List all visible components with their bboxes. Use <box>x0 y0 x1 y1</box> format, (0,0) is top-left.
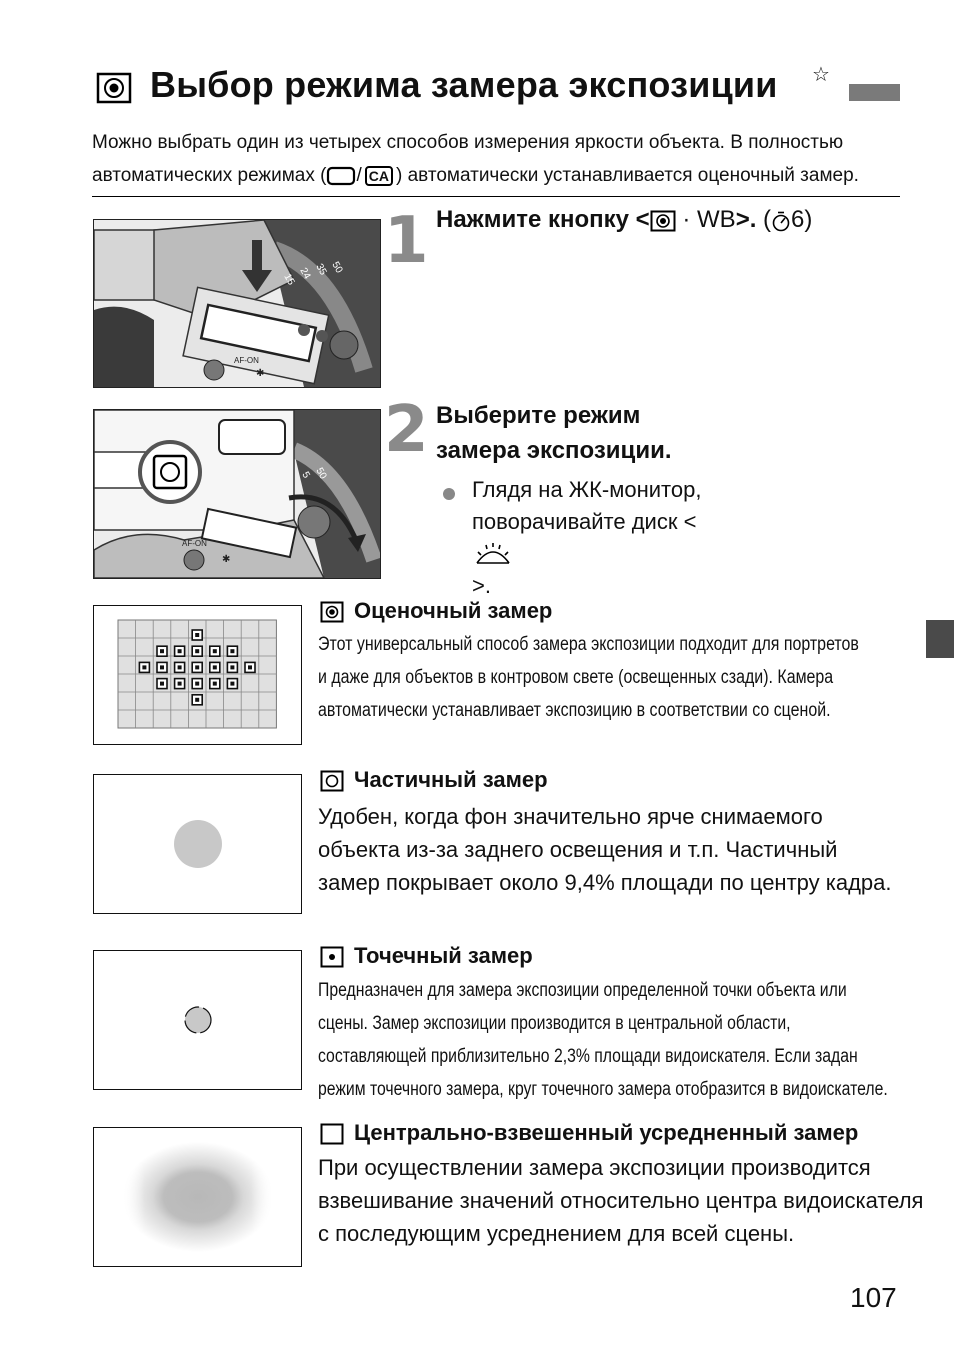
camera-top-illustration-1 <box>93 219 381 388</box>
af-zone-dot <box>195 665 199 669</box>
partial-metering-icon <box>320 770 344 792</box>
af-zone-dot <box>195 682 199 686</box>
spot-metering-diagram <box>93 950 302 1090</box>
af-zone-dot <box>230 665 234 669</box>
camera-dial-drawing <box>94 410 380 578</box>
intro-line-2-start: автоматических режимах ( <box>92 165 327 186</box>
page-title: Выбор режима замера экспозиции <box>150 64 778 105</box>
header-divider <box>92 196 900 197</box>
af-zone-dot <box>195 649 199 653</box>
center-weighted-line-2: взвешивание значений относительно центра видоискателя <box>318 1188 924 1213</box>
step-number-2: 2 <box>384 393 429 467</box>
partial-line-3: замер покрывает около 9,4% площади по центру кадра. <box>318 870 892 895</box>
camera-top-illustration-2 <box>93 409 381 579</box>
step-1-instruction: Нажмите кнопку < · WB>. ( 6) <box>436 206 813 233</box>
partial-line-2: объекта из-за заднего освещения и т.п. Частичный <box>318 837 838 862</box>
wb-label: WB <box>697 206 736 233</box>
evaluative-metering-icon <box>650 210 676 232</box>
af-zone-dot <box>230 649 234 653</box>
page-number: 107 <box>850 1282 897 1313</box>
timer-icon <box>771 210 791 232</box>
bullet-icon <box>443 488 455 500</box>
center-weighted-line-3: с последующим усреднением для всей сцены. <box>318 1221 795 1246</box>
step-2-body <box>472 474 701 602</box>
step-1-text-start: Нажмите кнопку < <box>436 206 650 233</box>
spot-metering-icon <box>320 946 344 968</box>
camera-top-drawing <box>94 220 380 387</box>
center-weighted-section-heading <box>320 1120 858 1146</box>
af-zone-dot <box>195 698 199 702</box>
partial-metering-area <box>174 820 222 868</box>
af-on-label: AF-ON <box>182 539 207 548</box>
intro-line-2-end: ) автоматически устанавливается оценочный замер. <box>396 165 859 186</box>
af-zone-dot <box>213 665 217 669</box>
center-weighted-metering-icon <box>320 1123 344 1145</box>
center-weighted-line-1: При осуществлении замера экспозиции производится <box>318 1155 871 1180</box>
step-2-title <box>436 398 672 468</box>
partial-area-drawing <box>94 775 301 913</box>
ref-number: 6 <box>791 206 805 233</box>
step-2-body-line-2 <box>472 506 701 602</box>
star-button-label: ✱ <box>256 368 265 379</box>
star-button-label: ✱ <box>222 554 231 565</box>
step-2-body-line-2-start: поворачивайте диск < <box>472 509 697 534</box>
lens-scale-24: 24 <box>297 266 313 282</box>
af-zone-dot <box>248 665 252 669</box>
evaluative-section-heading <box>320 598 552 624</box>
af-zone-dot <box>142 665 146 669</box>
title-bar-decoration <box>849 84 900 101</box>
partial-description <box>318 800 892 899</box>
creative-auto-label: CA <box>368 167 389 184</box>
af-zone-dot <box>178 682 182 686</box>
evaluative-title: Оценочный замер <box>354 598 553 623</box>
evaluative-line-1: Этот универсальный способ замера экспозиции подходит для портретов <box>318 634 859 655</box>
chapter-side-tab <box>926 620 954 658</box>
spot-metering-circle <box>185 1007 211 1033</box>
spot-line-1: Предназначен для замера экспозиции определенной точки объекта или <box>318 980 847 1001</box>
partial-title: Частичный замер <box>354 767 548 792</box>
step-2-body-line-1: Глядя на ЖК-монитор, <box>472 477 702 502</box>
spot-description <box>318 974 888 1106</box>
step-number-1: 1 <box>384 204 429 278</box>
evaluative-metering-icon <box>96 72 132 104</box>
evaluative-zone-grid <box>94 606 301 744</box>
full-auto-mode-icon <box>326 165 356 187</box>
ref-open: ( <box>763 206 772 233</box>
center-weighted-metering-diagram <box>93 1127 302 1267</box>
advanced-star-icon: ☆ <box>812 64 830 86</box>
main-dial-icon <box>472 543 514 567</box>
af-zone-dot <box>160 649 164 653</box>
spot-title: Точечный замер <box>354 943 533 968</box>
spot-line-4: режим точечного замера, круг точечного замера отобразится в видоискателе. <box>318 1079 888 1100</box>
lens-scale-35: 35 <box>313 262 329 278</box>
intro-separator: / <box>356 165 362 186</box>
evaluative-metering-icon <box>320 601 344 623</box>
center-weighted-drawing <box>94 1128 301 1266</box>
spot-line-2: сцены. Замер экспозиции производится в центральной области, <box>318 1013 791 1034</box>
intro-line-1: Можно выбрать один из четырех способов измерения яркости объекта. В полностью <box>92 132 844 153</box>
creative-auto-mode-icon <box>365 166 393 186</box>
lens-scale-5: 5 <box>299 470 312 481</box>
center-weighted-description <box>318 1151 923 1250</box>
timer-reference <box>763 206 812 233</box>
af-zone-dot <box>195 633 199 637</box>
partial-section-heading <box>320 767 548 793</box>
step-2-title-line-2: замера экспозиции. <box>436 437 672 464</box>
af-zone-dot <box>230 682 234 686</box>
spot-line-3: составляющей приблизительно 2,3% площади видоискателя. Если задан <box>318 1046 858 1067</box>
evaluative-metering-diagram <box>93 605 302 745</box>
lens-scale-50: 50 <box>329 260 345 276</box>
partial-metering-diagram <box>93 774 302 914</box>
spot-area-drawing <box>94 951 301 1089</box>
step-1-text-end: >. <box>735 206 757 233</box>
intro-text <box>92 126 912 192</box>
af-zone-dot <box>213 682 217 686</box>
intro-line-2 <box>92 159 912 192</box>
af-on-label: AF-ON <box>234 356 259 365</box>
af-zone-dot <box>178 665 182 669</box>
af-zone-dot <box>160 682 164 686</box>
ref-close: ) <box>804 206 813 233</box>
lens-scale-50: 50 <box>313 466 329 482</box>
af-zone-dot <box>213 649 217 653</box>
center-weighted-title: Центрально-взвешенный усредненный замер <box>354 1120 859 1145</box>
af-zone-dot <box>178 649 182 653</box>
af-zone-dot <box>160 665 164 669</box>
step-2-body-line-2-end: >. <box>472 573 491 598</box>
step-2-title-line-1: Выберите режим <box>436 402 641 429</box>
spot-section-heading <box>320 943 533 969</box>
evaluative-line-3: автоматически устанавливает экспозицию в соответствии со сценой. <box>318 700 831 721</box>
evaluative-description <box>318 628 859 727</box>
lens-scale-15: 15 <box>281 272 297 288</box>
evaluative-line-2: и даже для объектов в контровом свете (освещенных сзади). Камера <box>318 667 834 688</box>
partial-line-1: Удобен, когда фон значительно ярче снимаемого <box>318 804 823 829</box>
